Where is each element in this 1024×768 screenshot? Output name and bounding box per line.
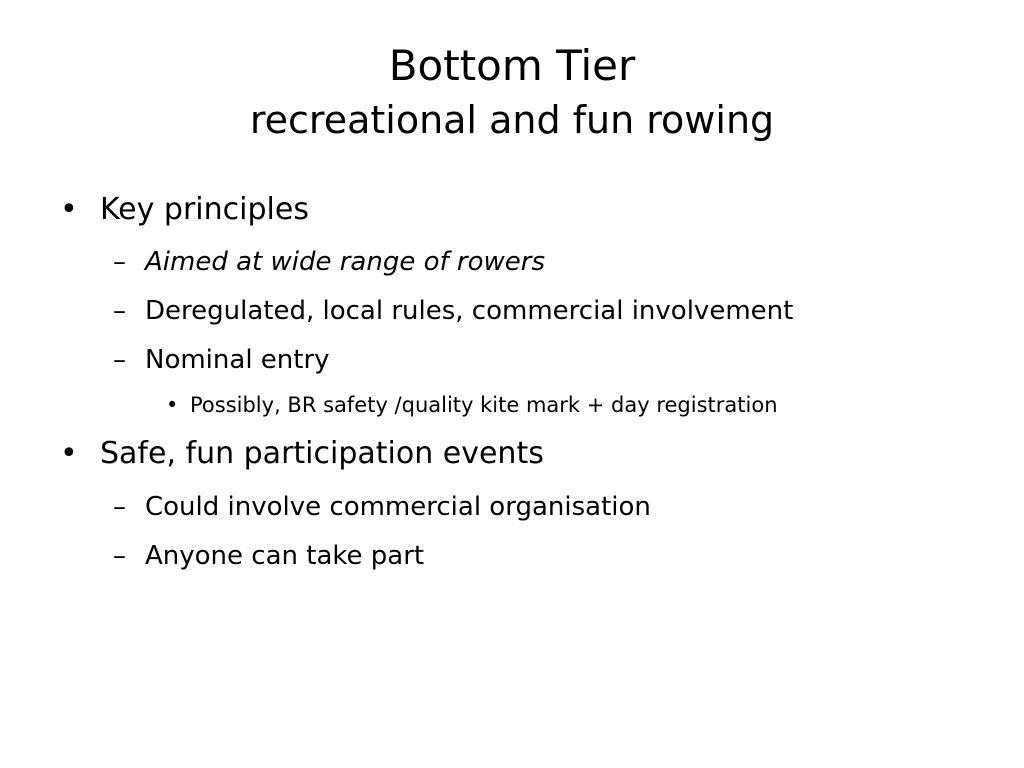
sub-bullet-text: Nominal entry xyxy=(145,345,330,375)
slide-subtitle: recreational and fun rowing xyxy=(249,98,775,142)
bullet-text: Key principles xyxy=(100,192,309,227)
sub-bullet-text: Aimed at wide range of rowers xyxy=(145,247,546,277)
dash-marker: – xyxy=(113,296,126,326)
sub-sub-bullet-text: Possibly, BR safety /quality kite mark + day registration xyxy=(190,393,778,417)
dash-marker: – xyxy=(113,247,126,277)
bullet-text: Safe, fun participation events xyxy=(100,436,544,471)
sub-bullet-text: Could involve commercial organisation xyxy=(145,492,651,522)
slide-title: Bottom Tier xyxy=(388,41,636,90)
bullet-marker: • xyxy=(60,436,78,471)
sub-bullet-text: Anyone can take part xyxy=(145,541,425,571)
bullet-marker: • xyxy=(60,192,78,227)
dash-marker: – xyxy=(113,492,126,522)
sub-bullet-text: Deregulated, local rules, commercial involvement xyxy=(145,296,794,326)
dash-marker: – xyxy=(113,541,126,571)
bullet-marker: • xyxy=(166,393,179,417)
dash-marker: – xyxy=(113,345,126,375)
